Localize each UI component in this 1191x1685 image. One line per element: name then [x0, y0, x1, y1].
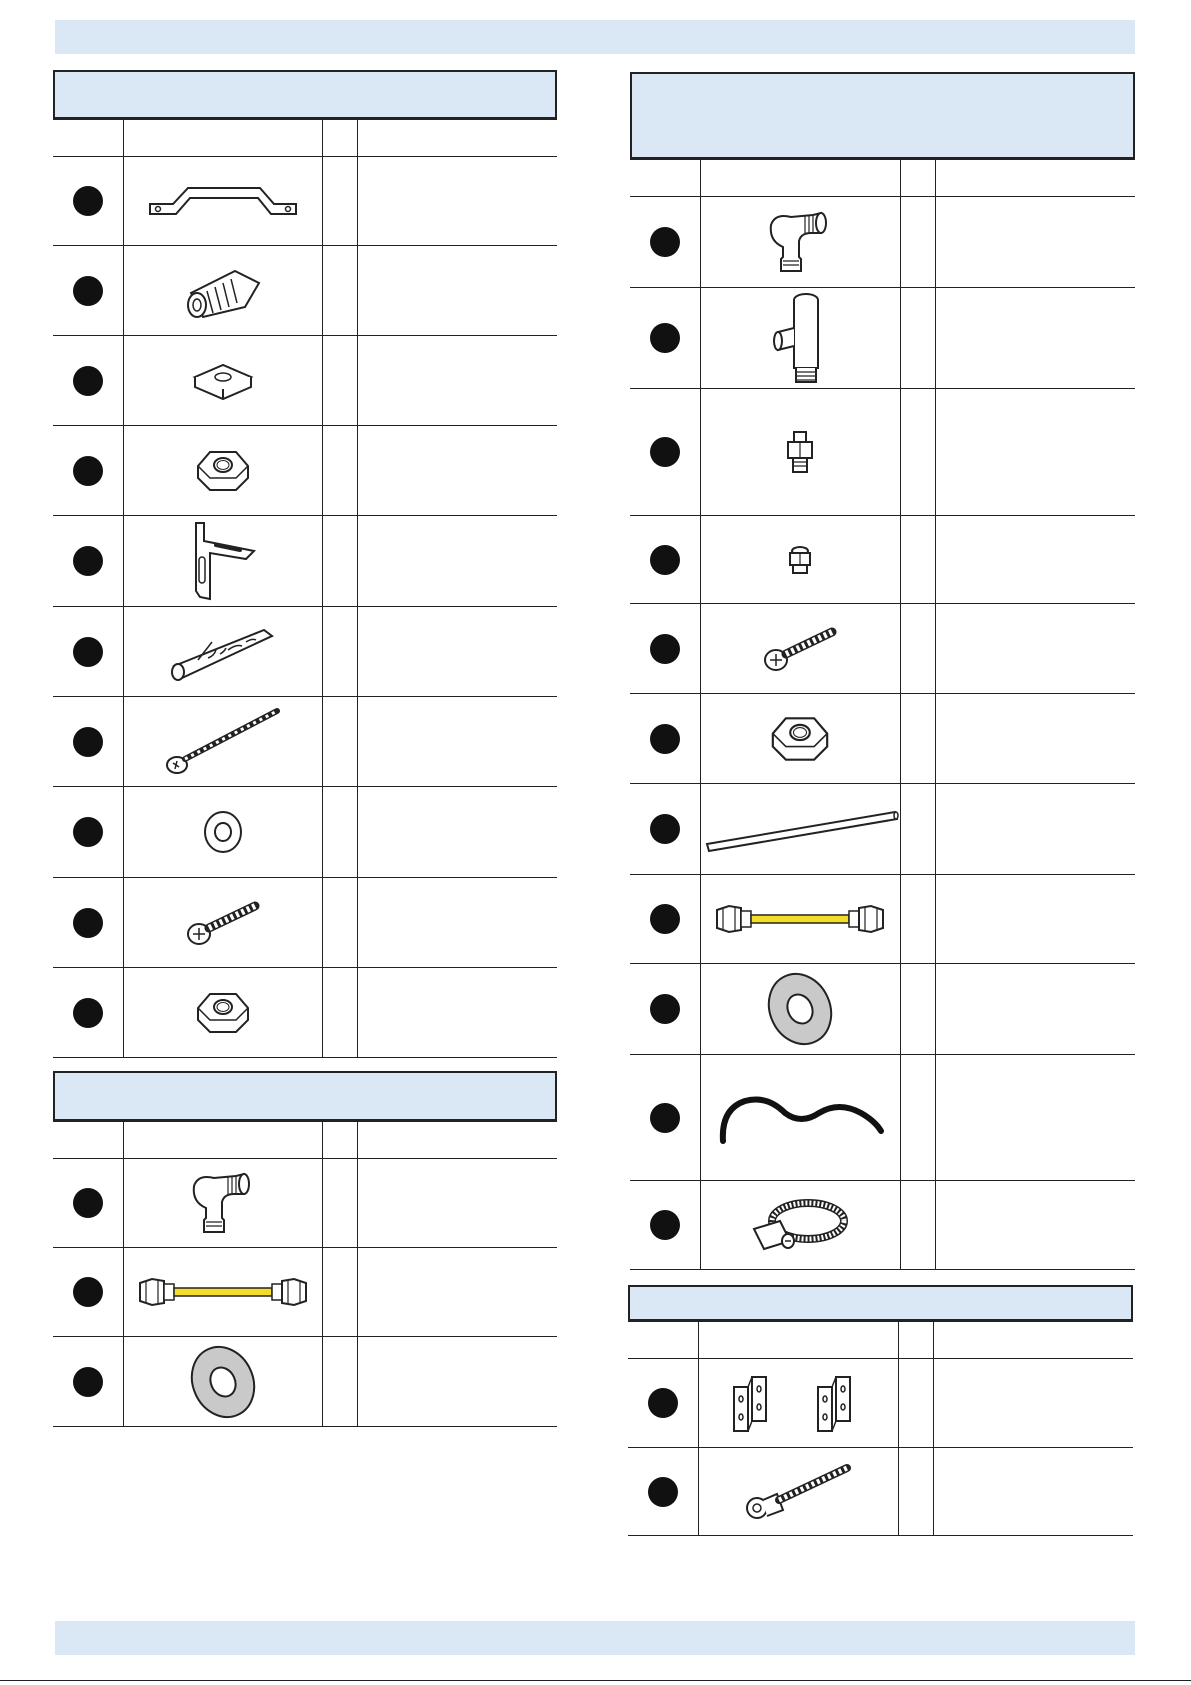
- column-quantity-header: [900, 160, 935, 197]
- item-description: [935, 1181, 1135, 1270]
- item-quantity: [900, 1055, 935, 1181]
- item-number-badge: [73, 456, 103, 486]
- item-number-badge: [650, 1103, 680, 1133]
- washer-icon: [201, 810, 245, 854]
- item-description: [935, 1055, 1135, 1181]
- item-quantity: [323, 878, 358, 968]
- table-row: [53, 516, 557, 607]
- item-quantity: [900, 604, 935, 694]
- item-description: [935, 784, 1135, 875]
- item-number-badge: [650, 545, 680, 575]
- item-number-badge: [650, 994, 680, 1024]
- table-row: [53, 697, 557, 787]
- item-quantity: [900, 784, 935, 875]
- item-description: [935, 604, 1135, 694]
- item-number-badge: [73, 1367, 103, 1397]
- item-number-badge: [73, 546, 103, 576]
- wall-plug-icon: [168, 622, 278, 682]
- item-number-badge: [73, 998, 103, 1028]
- item-quantity: [323, 697, 358, 787]
- elbow-fitting-icon: [765, 211, 835, 273]
- mounting-bracket-icon: [148, 184, 298, 218]
- item-description: [935, 389, 1135, 516]
- item-number-badge: [73, 1188, 103, 1218]
- column-quantity-header: [898, 1322, 933, 1359]
- table-row: [53, 787, 557, 878]
- item-quantity: [323, 607, 358, 697]
- item-quantity: [323, 1248, 358, 1337]
- rod-icon: [701, 804, 901, 854]
- item-quantity: [323, 336, 358, 426]
- column-quantity-header: [323, 120, 358, 157]
- table-row: [53, 968, 557, 1058]
- item-number-badge: [650, 437, 680, 467]
- item-quantity: [900, 694, 935, 784]
- item-number-badge: [650, 904, 680, 934]
- table-row: [53, 1159, 557, 1248]
- column-description-header: [358, 120, 557, 157]
- wood-screw-icon: [163, 707, 283, 777]
- threaded-insert-icon: [183, 263, 263, 319]
- table-row: [53, 878, 557, 968]
- item-number-badge: [73, 727, 103, 757]
- item-quantity: [900, 875, 935, 964]
- item-description: [358, 246, 557, 336]
- item-description: [358, 697, 557, 787]
- item-description: [935, 516, 1135, 604]
- item-number-badge: [650, 1210, 680, 1240]
- item-quantity: [323, 246, 358, 336]
- table-row: [628, 1359, 1133, 1448]
- flexible-hose-icon: [715, 902, 885, 936]
- table-row: [630, 197, 1135, 288]
- column-description-header: [933, 1322, 1133, 1359]
- hex-nut-icon: [196, 990, 250, 1036]
- item-description: [933, 1448, 1133, 1536]
- column-header-row: [628, 1322, 1133, 1359]
- item-number-badge: [73, 276, 103, 306]
- item-description: [935, 288, 1135, 389]
- column-picture-header: [701, 160, 901, 197]
- panel-title: [53, 70, 557, 119]
- hex-nut-icon: [196, 448, 250, 494]
- item-quantity: [900, 516, 935, 604]
- item-number-badge: [73, 817, 103, 847]
- column-number-header: [628, 1322, 699, 1359]
- item-number-badge: [648, 1477, 678, 1507]
- column-description-header: [358, 1122, 557, 1159]
- table-row: [53, 157, 557, 246]
- parts-panel-wall-mounting: [53, 70, 557, 1058]
- panel-title: [628, 1285, 1133, 1321]
- hex-nut-icon: [770, 714, 830, 764]
- item-quantity: [900, 389, 935, 516]
- item-description: [358, 607, 557, 697]
- item-description: [933, 1359, 1133, 1448]
- flexible-hose-icon: [138, 1275, 308, 1309]
- machine-screw-icon: [185, 898, 261, 948]
- item-quantity: [898, 1359, 933, 1448]
- table-row: [628, 1448, 1133, 1536]
- table-row: [53, 426, 557, 516]
- item-quantity: [323, 1159, 358, 1248]
- item-description: [358, 157, 557, 246]
- header-band: [55, 20, 1135, 54]
- tee-fitting-icon: [770, 292, 830, 384]
- item-description: [935, 875, 1135, 964]
- table-row: [630, 964, 1135, 1055]
- column-picture-header: [699, 1322, 899, 1359]
- item-quantity: [323, 516, 358, 607]
- angle-bracket-icon: [188, 521, 258, 601]
- socket-bolt-icon: [743, 1462, 853, 1522]
- item-quantity: [900, 197, 935, 288]
- parts-panel-hydraulic-right: [630, 72, 1135, 1270]
- square-nut-icon: [191, 359, 255, 403]
- item-quantity: [900, 964, 935, 1055]
- table-row: [630, 604, 1135, 694]
- footer-band: [55, 1621, 1135, 1655]
- column-header-row: [53, 1122, 557, 1159]
- table-row: [53, 246, 557, 336]
- column-description-header: [935, 160, 1135, 197]
- elbow-fitting-icon: [188, 1172, 258, 1234]
- column-picture-header: [124, 1122, 323, 1159]
- machine-screw-icon: [762, 624, 838, 674]
- parts-panel-hydraulic-left: [53, 1071, 557, 1427]
- item-description: [358, 878, 557, 968]
- table-row: [630, 784, 1135, 875]
- item-quantity: [900, 288, 935, 389]
- item-quantity: [323, 1337, 358, 1427]
- item-number-badge: [650, 323, 680, 353]
- small-fitting-icon: [787, 545, 813, 575]
- item-description: [358, 1337, 557, 1427]
- item-number-badge: [650, 724, 680, 754]
- item-description: [358, 336, 557, 426]
- column-quantity-header: [323, 1122, 358, 1159]
- item-quantity: [900, 1181, 935, 1270]
- table-row: [53, 607, 557, 697]
- table-row: [630, 288, 1135, 389]
- item-quantity: [323, 426, 358, 516]
- item-number-badge: [650, 814, 680, 844]
- column-number-header: [630, 160, 701, 197]
- parts-panel-accessories: [628, 1285, 1133, 1536]
- table-row: [630, 1181, 1135, 1270]
- item-number-badge: [73, 186, 103, 216]
- item-description: [358, 968, 557, 1058]
- item-number-badge: [650, 227, 680, 257]
- column-number-header: [53, 1122, 124, 1159]
- item-description: [935, 197, 1135, 288]
- spacer-blocks-icon: [728, 1371, 868, 1435]
- item-number-badge: [73, 366, 103, 396]
- table-row: [630, 389, 1135, 516]
- item-description: [358, 787, 557, 878]
- footer-rule: [0, 1680, 1191, 1681]
- item-description: [358, 1159, 557, 1248]
- item-description: [358, 1248, 557, 1337]
- table-row: [630, 1055, 1135, 1181]
- item-description: [935, 964, 1135, 1055]
- table-row: [53, 1248, 557, 1337]
- large-washer-icon: [188, 1344, 258, 1420]
- table-row: [630, 516, 1135, 604]
- column-picture-header: [124, 120, 323, 157]
- table-row: [630, 694, 1135, 784]
- column-header-row: [53, 120, 557, 157]
- panel-title: [630, 72, 1135, 159]
- item-quantity: [323, 968, 358, 1058]
- item-description: [358, 516, 557, 607]
- hose-clamp-icon: [750, 1197, 850, 1253]
- item-number-badge: [73, 1277, 103, 1307]
- table-row: [630, 875, 1135, 964]
- column-header-row: [630, 160, 1135, 197]
- table-row: [53, 1337, 557, 1427]
- item-number-badge: [650, 634, 680, 664]
- large-washer-icon: [765, 971, 835, 1047]
- nipple-fitting-icon: [785, 430, 815, 474]
- table-row: [53, 336, 557, 426]
- item-number-badge: [648, 1388, 678, 1418]
- item-quantity: [323, 787, 358, 878]
- item-number-badge: [73, 637, 103, 667]
- item-number-badge: [73, 908, 103, 938]
- item-description: [358, 426, 557, 516]
- column-number-header: [53, 120, 124, 157]
- drain-tube-icon: [715, 1091, 885, 1145]
- panel-title: [53, 1071, 557, 1121]
- item-quantity: [323, 157, 358, 246]
- item-quantity: [898, 1448, 933, 1536]
- item-description: [935, 694, 1135, 784]
